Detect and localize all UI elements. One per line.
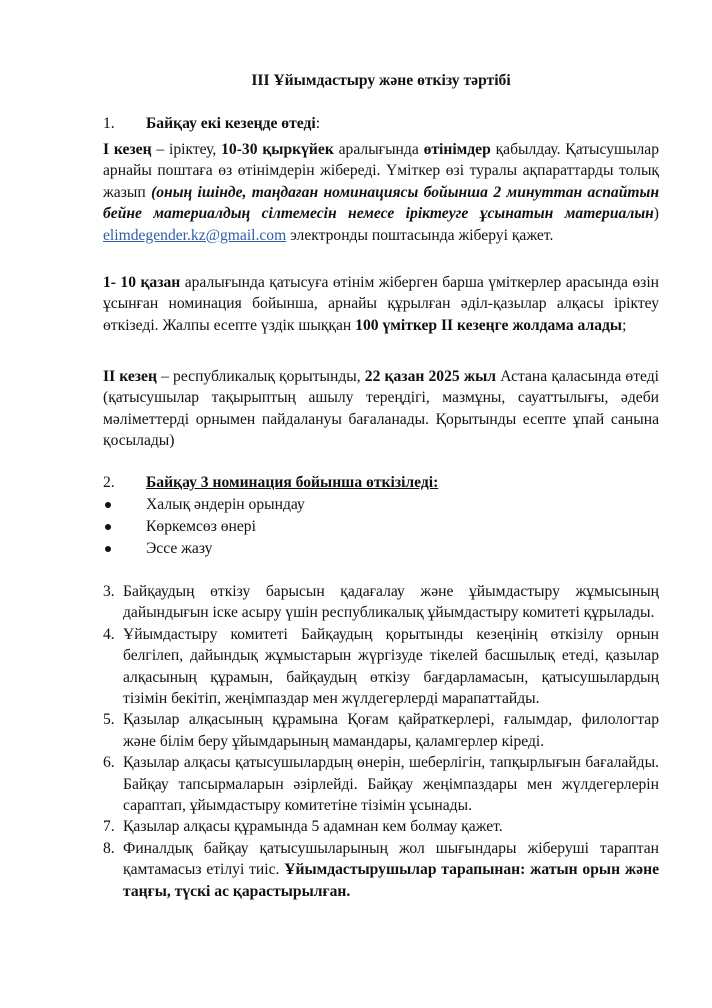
list-item: 8. Финалдық байқау қатысушыларының жол шығындары жіберуші тараптан қамтамасыз етілуі тиіс. Ұйымдастырушылар тарапынан: жатын орын және таңғы, түскі ас қарастырылған.	[103, 839, 659, 900]
section2-heading-text: Байқау 3 номинация бойынша өткізіледі:	[146, 474, 439, 491]
list-item: 5. Қазылар алқасының құрамына Қоғам қайраткерлері, ғалымдар, филологтар және білім беру ұйымдарының мамандары, қаламгерлер кіреді.	[103, 711, 659, 750]
stage1-paragraph: I кезең – іріктеу, 10-30 қыркүйек аралығында өтінімдер қабылдау. Қатысушылар арнайы поштаға өз өтінімдерін жібереді. Үміткер өзі туралы ақпараттарды толық жазып (оның ішінде, таңдаған номинациясы бойынша 2 минуттан аспайтын бейне материалдың сілтемесін немесе іріктеуге ұсынатын материалын) elimdegender.kz@gmail.com электронды поштасында жіберуі қажет.	[103, 141, 659, 244]
selection-paragraph: 1- 10 қазан аралығында қатысуға өтінім жіберген барша үміткерлер арасында өзін ұсынған номинация бойынша, арнайы құрылған әділ-қазылар алқасы іріктеу өткізеді. Жалпы есепте үздік шыққан 100 үміткер II кезеңге жолдама алады;	[103, 274, 659, 334]
selection-dates: 1- 10 қазан	[103, 274, 181, 291]
bullet-icon	[105, 502, 111, 508]
stage1-label: I кезең	[103, 141, 152, 158]
accommodation-note: Ұйымдастырушылар тарапынан: жатын орын және таңғы, түскі ас қарастырылған.	[123, 861, 659, 900]
numbered-list	[103, 581, 659, 902]
stage2-paragraph: II кезең – республикалық қорытынды, 22 қазан 2025 жыл Астана қаласында өтеді (қатысушылар тақырыптың ашылу тереңдігі, мазмұны, сауаттылығы, әдеби мәліметтерді орнымен пайдалануы бағаланады. Қорытынды есепте ұпай санына қосылады)	[103, 368, 659, 450]
list-item: 7. Қазылар алқасы құрамында 5 адамнан кем болмау қажет.	[103, 818, 503, 836]
list-item: 6. Қазылар алқасы қатысушылардың өнерін, шеберлігін, тапқырлығын бағалайды. Байқау тапсырмаларын әзірлейді. Байқау жеңімпаздары мен жүлдегерлерін сараптап, ұйымдастыру комитетіне тізімін ұсынады.	[103, 754, 659, 815]
section2-number: 2.	[103, 474, 115, 491]
section1-heading-text: Байқау екі кезеңде өтеді:	[146, 115, 321, 132]
section1-number: 1.	[103, 115, 115, 132]
selection-result: 100 үміткер II кезеңге жолдама алады	[355, 316, 623, 334]
list-item: 4. Ұйымдастыру комитеті Байқаудың қорытынды кезеңінің өткізілу орнын белгілеп, дайындық жұмыстарын жүргізуде тікелей басшылық етеді, қазылар алқасының құрамын, байқаудың өткізу бағдарламасын, қатысушылардың тізімін бекітіп, жеңімпаздар мен жүлдегерлерді марапаттайды.	[103, 625, 659, 708]
document-page: III Ұйымдастыру және өткізу тәртібі 1. Байқау екі кезеңде өтеді: I кезең – іріктеу, 10-30 қыркүйек аралығында өтінімдер қабылдау. Қатысушылар арнайы поштаға өз өтінімдерін жібереді. Үміткер өзі туралы ақпараттарды толық жазып (оның ішінде, таңдаған номинациясы бойынша 2 минуттан аспайтын бейне материалдың сілтемесін немесе іріктеуге ұсынатын материалын) elimdegender.kz@gmail.com электронды поштасында жіберуі қажет. 1- 10 қазан аралығында қатысуға өтінім жіберген барша үміткерлер арасында өзін ұсынған номинация бойынша, арнайы құрылған әділ-қазылар алқасы іріктеу өткізеді. Жалпы есепте үздік шыққан 100 үміткер II кезеңге жолдама алады; II кезең – республикалық қорытынды, 22 қазан 2025 жыл Астана қаласында өтеді (қатысушылар тақырыптың ашылу тереңдігі, мазмұны, сауаттылығы, әдеби мәліметтерді орнымен пайдалануы бағаланады. Қорытынды есепте ұпай санына қосылады) 2. Байқау 3 номинация бойынша өткізіледі: Халық әндерін орындау Көркемсөз өнері Эссе жазу 3. Байқаудың өткізу барысын қадағалау және ұйымдастыру жұмысының дайындығын іске асыру үшін республикалық ұйымдастыру комитеті құрылады. 4. Ұйымдастыру комитеті Байқаудың қорытынды кезеңінің өткізілу орнын белгілеп, дайындық жұмыстарын жүргізуде тікелей басшылық етеді, қазылар алқасының құрамын, байқаудың өткізу бағдарламасын, қатысушылардың тізімін бекітіп, жеңімпаздар мен жүлдегерлерді марапаттайды. 5. Қазылар алқасының құрамына Қоғам қайраткерлері, ғалымдар, филологтар және білім беру ұйымдарының мамандары, қаламгерлер кіреді. 6. Қазылар алқасы қатысушылардың өнерін, шеберлігін, тапқырлығын бағалайды. Байқау тапсырмаларын әзірлейді. Байқау жеңімпаздары мен жүлдегерлерін сараптап, ұйымдастыру комитетіне тізімін ұсынады. 7. Қазылар алқасы құрамында 5 адамнан кем болмау қажет. 8. Финалдық байқау қатысушыларының жол шығындары жіберуші тараптан қамтамасыз етілуі тиіс. Ұйымдастырушылар тарапынан: жатын орын және таңғы, түскі ас қарастырылған.	[0, 0, 712, 1008]
list-item: 3. Байқаудың өткізу барысын қадағалау және ұйымдастыру жұмысының дайындығын іске асыру үшін республикалық ұйымдастыру комитеті құрылады.	[103, 583, 659, 622]
bullet-icon	[105, 524, 111, 530]
stage2-label: II кезең	[103, 368, 157, 385]
email-link[interactable]: elimdegender.kz@gmail.com	[103, 226, 287, 244]
stage1-dates: 10-30 қыркүйек	[221, 141, 334, 158]
bullet-icon	[105, 546, 111, 552]
stage1-italic-note: (оның ішінде, таңдаған номинациясы бойынша 2 минуттан аспайтын бейне материалдың сілтемесін немесе іріктеуге ұсынатын материалын	[103, 183, 659, 223]
stage2-date: 22 қазан 2025 жыл	[364, 368, 497, 385]
section-title: III Ұйымдастыру және өткізу тәртібі	[251, 72, 511, 89]
